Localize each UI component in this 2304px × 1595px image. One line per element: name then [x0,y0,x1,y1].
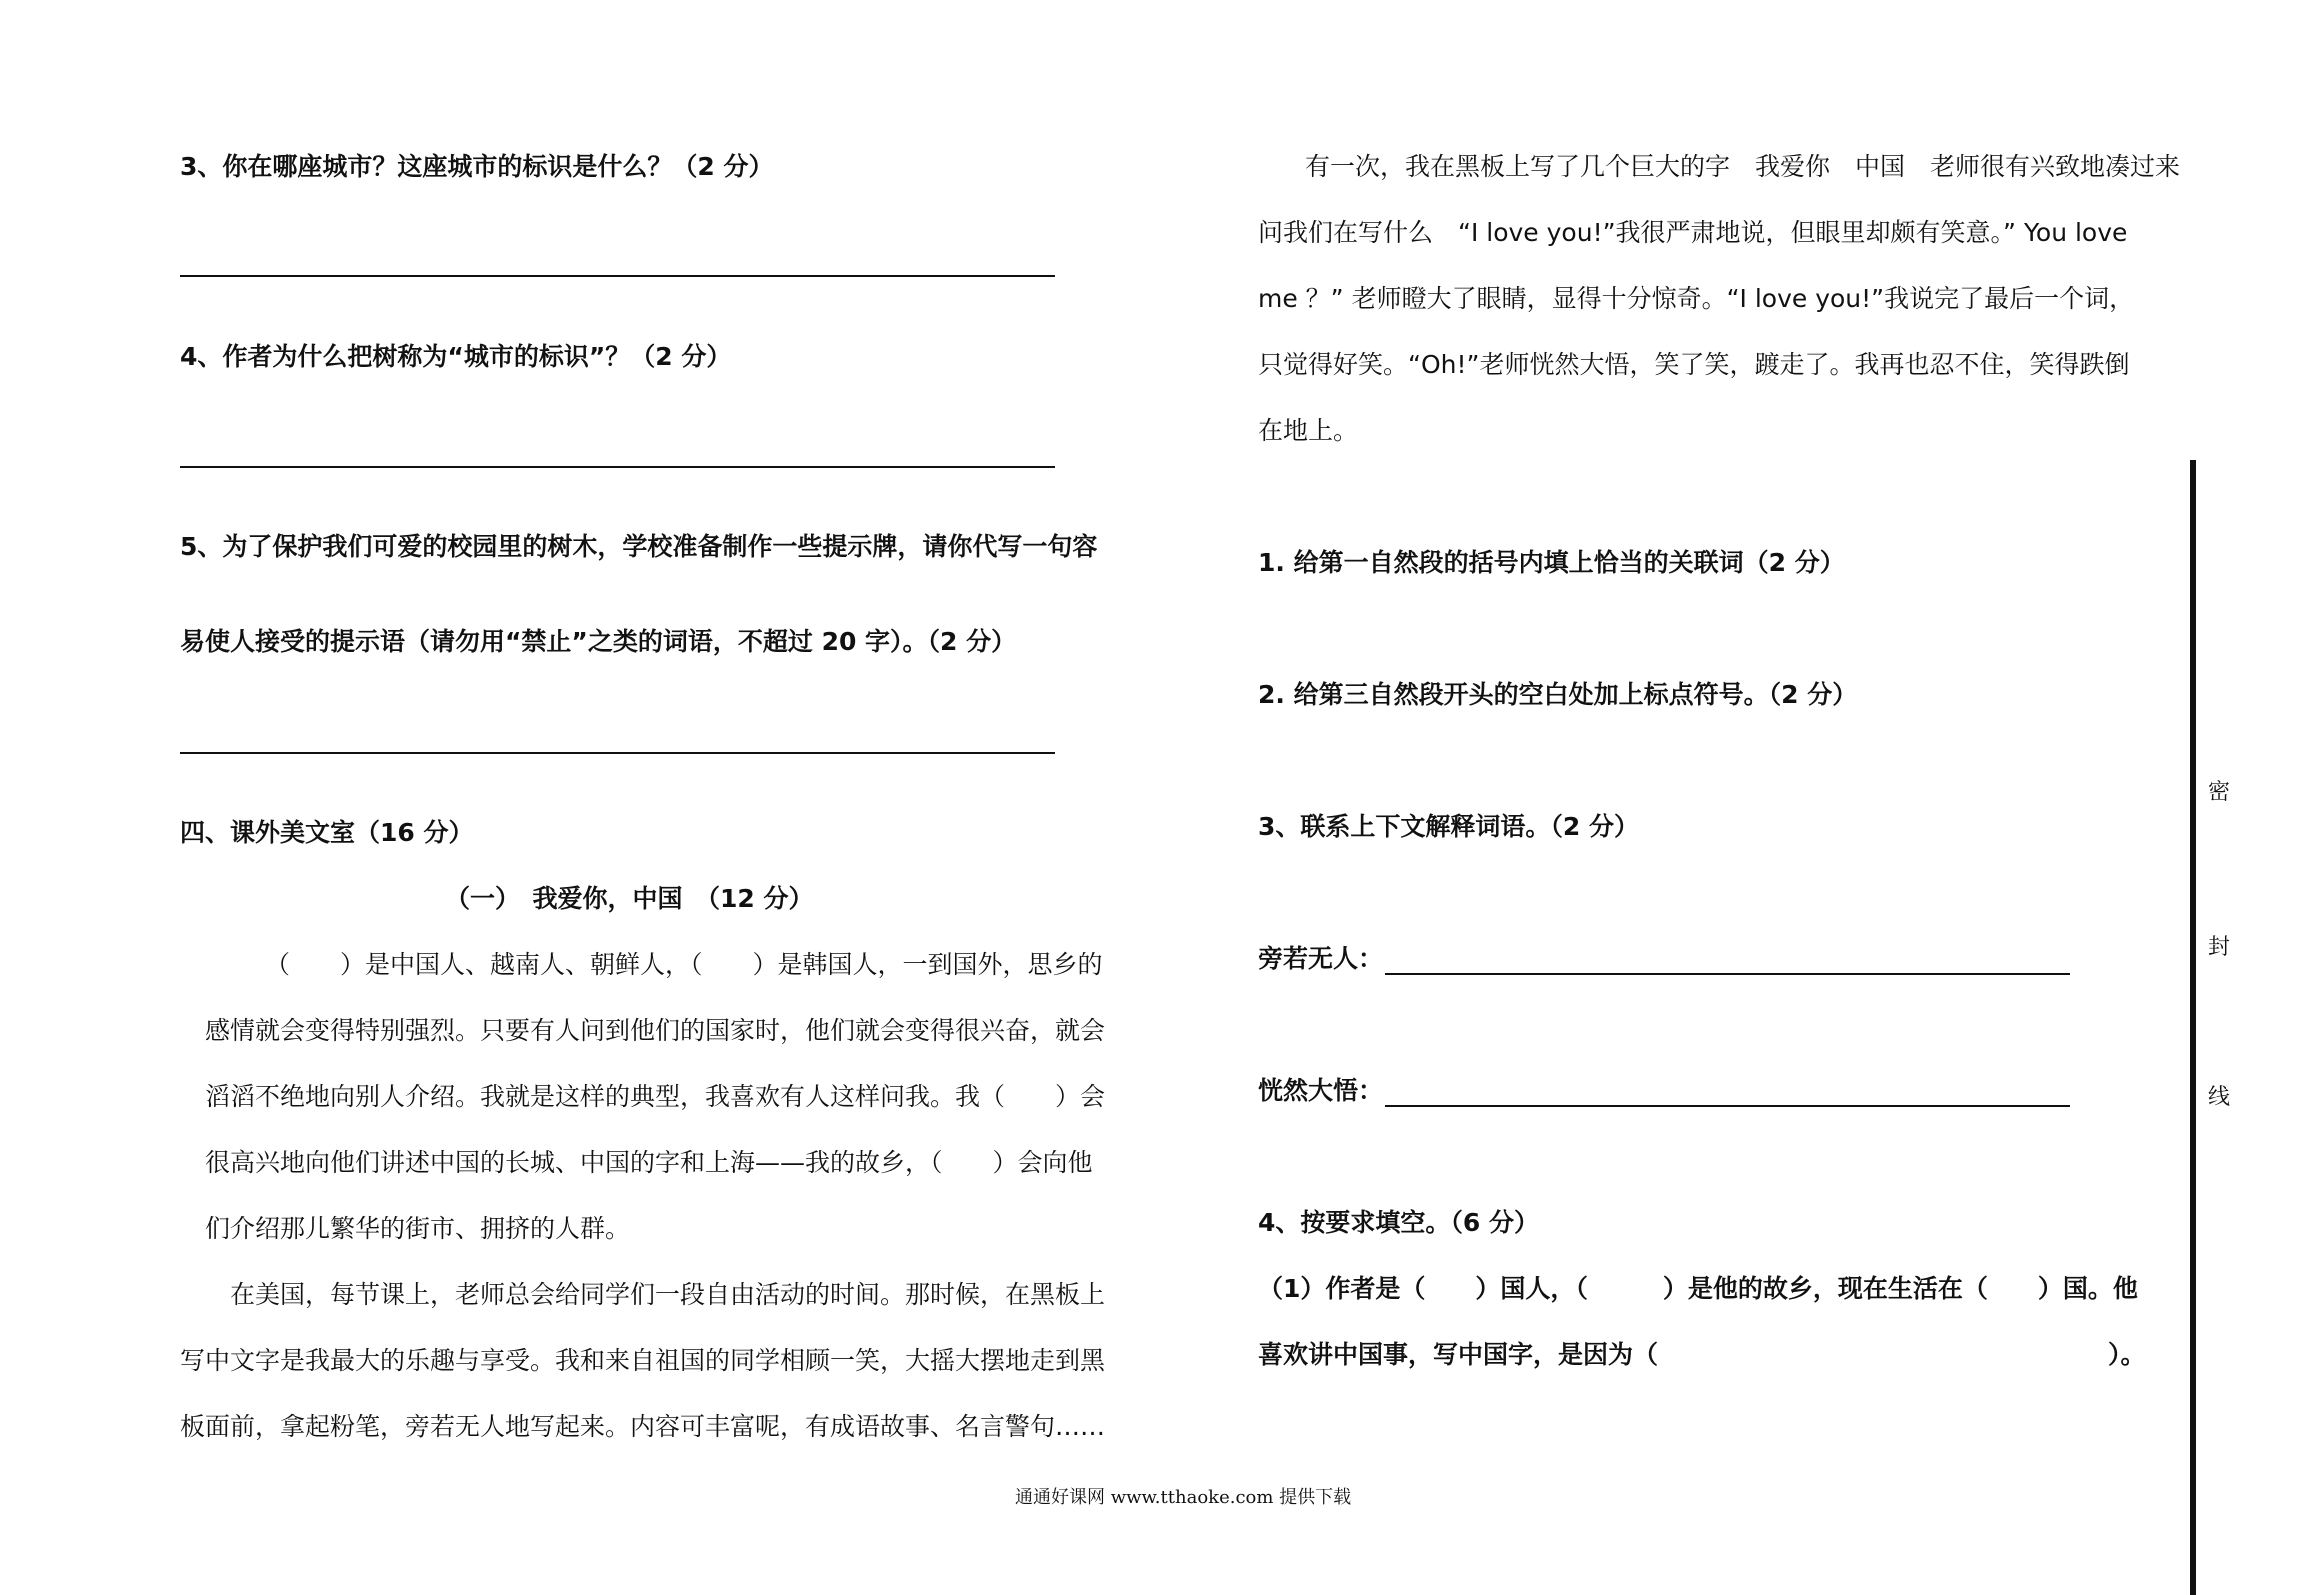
para1-line-2: 感情就会变得特别强烈。只要有人问到他们的国家时，他们就会变得很兴奋，就会 [205,1016,1106,1045]
para2-line-2: 写中文字是我最大的乐趣与享受。我和来自祖国的同学相顾一笑，大摇大摆地走到黑 [180,1346,1106,1375]
right-question-4-line-2: 喜欢讲中国事，写中国字，是因为（ ）。 [1258,1340,2146,1369]
right-question-1: 1. 给第一自然段的括号内填上恰当的关联词（2 分） [1258,548,1845,577]
seal-char-xian: 线 [2208,1085,2231,1110]
para1-line-1: （ ）是中国人、越南人、朝鲜人，（ ）是韩国人，一到国外，思乡的 [265,950,1103,979]
answer-line-q4 [180,466,1055,468]
right-question-3: 3、联系上下文解释词语。（2 分） [1258,812,1639,841]
section-4-heading: 四、课外美文室（16 分） [180,818,474,847]
para3-line-2: 问我们在写什么 “I love you!”我很严肃地说，但眼里却颇有笑意。” You love [1258,218,2128,247]
para3-line-3: me ？” 老师瞪大了眼睛，显得十分惊奇。“I love you!”我说完了最后一个词， [1258,284,2135,313]
word-2-answer-line [1385,1105,2070,1107]
right-question-4-line-1: （1）作者是（ ）国人，（ ）是他的故乡，现在生活在（ ）国。他 [1258,1274,2138,1303]
para3-line-4: 只觉得好笑。“Oh!”老师恍然大悟，笑了笑，踱走了。我再也忍不住，笑得跌倒 [1258,350,2130,379]
right-question-4: 4、按要求填空。（6 分） [1258,1208,1539,1237]
para2-line-1: 在美国，每节课上，老师总会给同学们一段自由活动的时间。那时候，在黑板上 [230,1280,1106,1309]
para3-line-5: 在地上。 [1258,416,1359,445]
right-question-2: 2. 给第三自然段开头的空白处加上标点符号。（2 分） [1258,680,1858,709]
word-1-label: 旁若无人： [1258,944,1384,973]
word-1-answer-line [1385,973,2070,975]
para3-line-1: 有一次，我在黑板上写了几个巨大的字 我爱你 中国 老师很有兴致地凑过来 [1305,152,2181,181]
para1-line-5: 们介绍那儿繁华的街市、拥挤的人群。 [205,1214,631,1243]
page-footer: 通通好课网 www.tthaoke.com 提供下载 [1015,1487,1352,1508]
answer-line-q3 [180,275,1055,277]
passage-title: （一） 我爱你，中国 （12 分） [445,884,814,913]
word-2-label: 恍然大悟： [1258,1076,1384,1105]
para1-line-3: 滔滔不绝地向别人介绍。我就是这样的典型，我喜欢有人这样问我。我（ ）会 [205,1082,1106,1111]
para2-line-3: 板面前，拿起粉笔，旁若无人地写起来。内容可丰富呢，有成语故事、名言警句…… [180,1412,1106,1441]
binding-line [2190,460,2196,1595]
answer-line-q5 [180,752,1055,754]
question-5-line-1: 5、为了保护我们可爱的校园里的树木，学校准备制作一些提示牌，请你代写一句容 [180,532,1098,561]
para1-line-4: 很高兴地向他们讲述中国的长城、中国的字和上海——我的故乡，（ ）会向他 [205,1148,1093,1177]
question-5-line-2: 易使人接受的提示语（请勿用“禁止”之类的词语，不超过 20 字）。（2 分） [180,627,1017,656]
seal-char-mi: 密 [2208,780,2231,805]
question-4: 4、作者为什么把树称为“城市的标识”？（2 分） [180,342,732,371]
question-3: 3、你在哪座城市？这座城市的标识是什么？（2 分） [180,152,774,181]
seal-char-feng: 封 [2208,935,2231,960]
